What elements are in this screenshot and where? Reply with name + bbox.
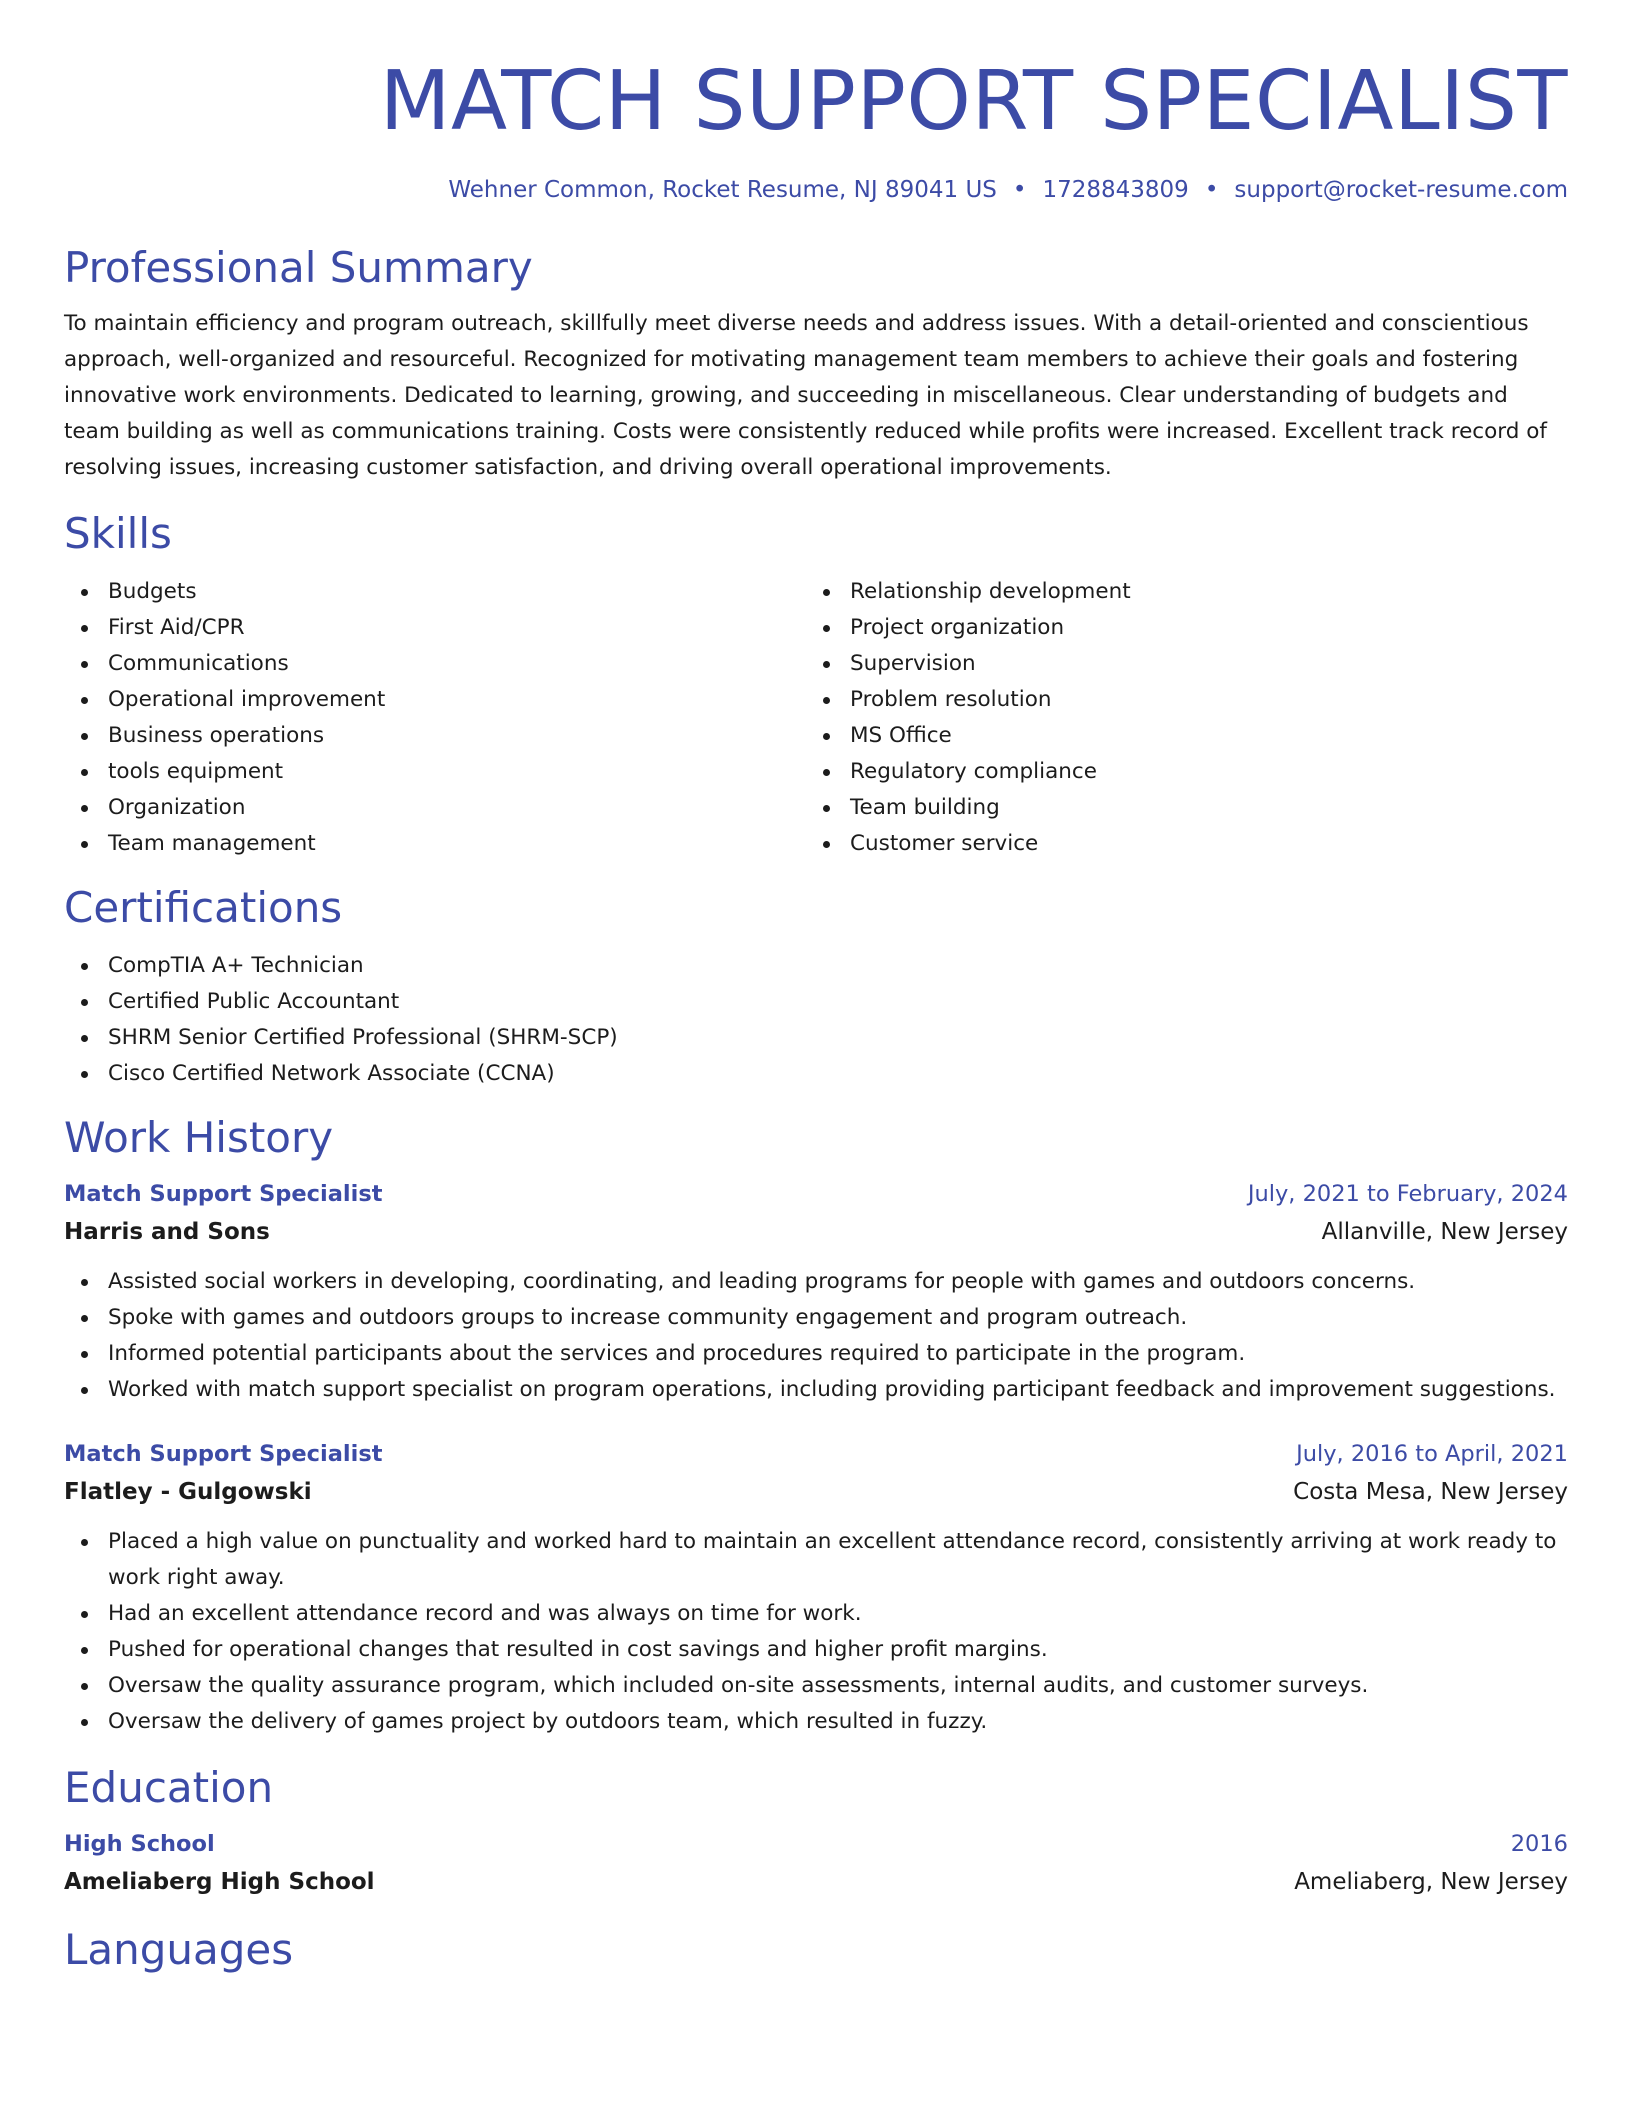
job-location: Costa Mesa, New Jersey (1293, 1479, 1568, 1505)
contact-email[interactable]: support@rocket-resume.com (1234, 177, 1568, 203)
education-location: Ameliaberg, New Jersey (1294, 1869, 1568, 1895)
job-employer-row (64, 1472, 1568, 1512)
skill-item: Problem resolution (806, 682, 1548, 718)
skills-column-left (64, 574, 806, 862)
skill-item: Project organization (806, 610, 1548, 646)
skill-item: Customer service (806, 826, 1548, 862)
contact-line (64, 174, 1568, 206)
job-location: Allanville, New Jersey (1321, 1219, 1568, 1245)
skill-item: tools equipment (64, 754, 806, 790)
skill-item: Team building (806, 790, 1548, 826)
skill-item: Organization (64, 790, 806, 826)
languages-heading: Languages (64, 1925, 294, 1974)
job-employer: Harris and Sons (64, 1219, 270, 1245)
skill-item: Budgets (64, 574, 806, 610)
skill-item: Relationship development (806, 574, 1548, 610)
skills-list (64, 574, 1568, 862)
education-degree: High School (64, 1831, 215, 1857)
job-entry (64, 1176, 1568, 1408)
skill-item: Regulatory compliance (806, 754, 1548, 790)
skill-item: First Aid/CPR (64, 610, 806, 646)
job-entry (64, 1436, 1568, 1740)
certifications-list (64, 948, 1568, 1092)
job-bullets (64, 1524, 1568, 1740)
skill-item: MS Office (806, 718, 1548, 754)
education-year: 2016 (1510, 1831, 1568, 1857)
job-employer: Flatley - Gulgowski (64, 1479, 312, 1505)
job-bullet: Had an excellent attendance record and was always on time for work. (64, 1596, 1568, 1632)
job-bullet: Pushed for operational changes that resulted in cost savings and higher profit margins. (64, 1632, 1568, 1668)
job-bullet: Placed a high value on punctuality and worked hard to maintain an excellent attendance record, consistently arriving at work ready to work right away. (64, 1524, 1568, 1596)
certification-item: CompTIA A+ Technician (64, 948, 1568, 984)
job-title: Match Support Specialist (64, 1181, 383, 1207)
resume-page (64, 0, 1568, 1976)
certification-item: SHRM Senior Certified Professional (SHRM-SCP) (64, 1020, 1568, 1056)
job-dates: July, 2021 to February, 2024 (1247, 1181, 1568, 1207)
certification-item: Cisco Certified Network Associate (CCNA) (64, 1056, 1568, 1092)
skill-item: Team management (64, 826, 806, 862)
certification-item: Certified Public Accountant (64, 984, 1568, 1020)
job-bullet: Oversaw the delivery of games project by outdoors team, which resulted in fuzzy. (64, 1704, 1568, 1740)
education-heading: Education (64, 1763, 274, 1812)
education-school: Ameliaberg High School (64, 1869, 375, 1895)
job-dates: July, 2016 to April, 2021 (1296, 1441, 1568, 1467)
skills-column-right (806, 574, 1548, 862)
separator-dot: • (1204, 177, 1219, 203)
education-entry (64, 1826, 1568, 1902)
separator-dot: • (1012, 177, 1027, 203)
contact-phone: 1728843809 (1042, 177, 1189, 203)
skill-item: Operational improvement (64, 682, 806, 718)
skills-heading: Skills (64, 509, 172, 558)
job-header-row (64, 1436, 1568, 1472)
skill-item: Supervision (806, 646, 1548, 682)
skill-item: Communications (64, 646, 806, 682)
summary-heading: Professional Summary (64, 243, 533, 292)
job-bullet: Worked with match support specialist on program operations, including providing participant feedback and improvement suggestions. (64, 1372, 1568, 1408)
skill-item: Business operations (64, 718, 806, 754)
education-header-row (64, 1826, 1568, 1862)
job-header-row (64, 1176, 1568, 1212)
job-bullet: Assisted social workers in developing, coordinating, and leading programs for people with games and outdoors concerns. (64, 1264, 1568, 1300)
certifications-heading: Certifications (64, 883, 343, 932)
job-title: Match Support Specialist (64, 1441, 383, 1467)
job-bullets (64, 1264, 1568, 1408)
contact-address: Wehner Common, Rocket Resume, NJ 89041 US (448, 177, 997, 203)
education-school-row (64, 1862, 1568, 1902)
candidate-name: MATCH SUPPORT SPECIALIST (379, 54, 1568, 149)
job-bullet: Oversaw the quality assurance program, which included on-site assessments, internal audits, and customer surveys. (64, 1668, 1568, 1704)
job-bullet: Spoke with games and outdoors groups to increase community engagement and program outreach. (64, 1300, 1568, 1336)
summary-text: To maintain efficiency and program outreach, skillfully meet diverse needs and address issues. With a detail-oriented and conscientious approach, well-organized and resourceful. Recognized for motivating management team members to achieve their goals and fostering innovative work environments. Dedicated to learning, growing, and succeeding in miscellaneous. Clear understanding of budgets and team building as well as communications training. Costs were consistently reduced while profits were increased. Excellent track record of resolving issues, increasing customer satisfaction, and driving overall operational improvements. (64, 311, 1547, 480)
job-employer-row (64, 1212, 1568, 1252)
work-history-heading: Work History (64, 1113, 334, 1162)
job-bullet: Informed potential participants about the services and procedures required to participate in the program. (64, 1336, 1568, 1372)
